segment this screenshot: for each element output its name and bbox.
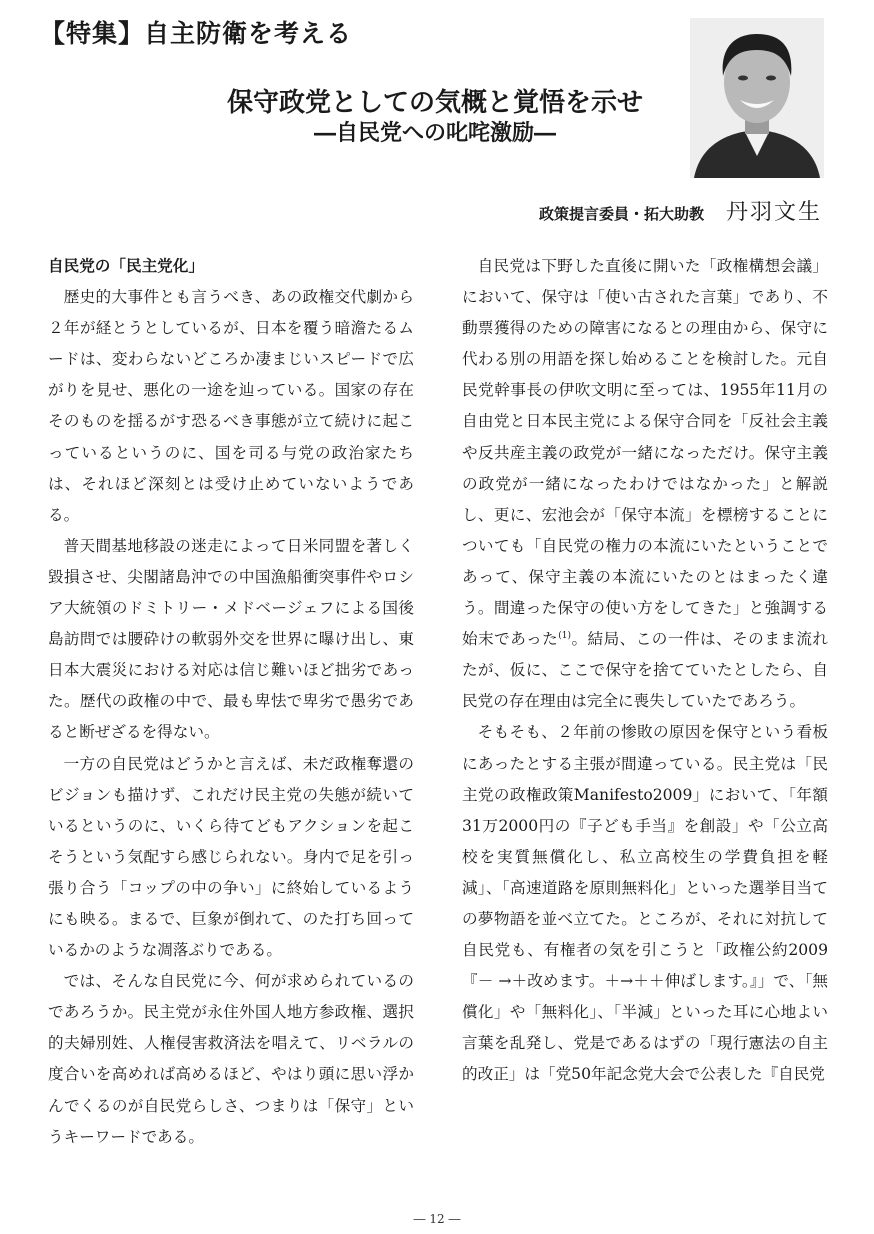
left-column <box>48 251 414 1153</box>
article-subtitle: ―自民党への叱咤激励― <box>313 120 556 146</box>
author-name: 丹羽文生 <box>725 200 822 225</box>
body-text: 。結局、この一件は、そのまま流れたが、仮に、ここで保守を捨てていたとしたら、自民党の存在理由は完全に喪失していたであろう。 <box>462 630 828 711</box>
body-paragraph <box>462 251 828 717</box>
body-paragraph: そもそも、２年前の惨敗の原因を保守という看板にあったとする主張が間違っている。民主党は「民主党の政権政策Manifesto2009」において、「年額31万2000円の『子ども手当』を創設」や「公立高校を実質無償化し、私立高校生の学費負担を軽減」、「高速道路を原則無料化」といった選挙目当ての夢物語を並べ立てた。ところが、それに対抗して自民党も、有権者の気を引こうと「政権公約2009『－ →＋改めます。＋→＋＋伸ばします。』」で、「無償化」や「無料化」、「半減」といった耳に心地よい言葉を乱発し、党是であるはずの「現行憲法の自主的改正」は「党50年記念党大会で公表した『自民党 <box>462 723 828 1084</box>
author-affiliation: 政策提言委員・拓大助教 <box>538 205 704 223</box>
body-text: 自民党は下野した直後に開いた「政権構想会議」において、保守は「使い古された言葉」であり、不動票獲得のための障害になるとの理由から、保守に代わる別の用語を探し始めることを検討した。元自民党幹事長の伊吹文明に至っては、1955年11月の自由党と日本民主党による保守合同を「反社会主義や反共産主義の政党が一緒になっただけ。保守主義の政党が一緒になったわけではなかった」と解説し、更に、宏池会が「保守本流」を標榜することについても「自民党の権力の本流にいたということであって、保守主義の本流にいたのとはまったく違う。間違った保守の使い方をしてきた」と強調する始末であった <box>462 257 828 649</box>
page-number: ― 12 ― <box>413 1212 461 1226</box>
footnote-reference[interactable]: (1) <box>558 630 571 641</box>
body-paragraph: では、そんな自民党に今、何が求められているのであろうか。民主党が永住外国人地方参政権、選択的夫婦別姓、人権侵害救済法を唱えて、リベラルの度合いを高めれば高めるほど、やはり頭に思い浮かんでくるのが自民党らしさ、つまりは「保守」というキーワードである。 <box>48 972 414 1146</box>
right-column <box>462 251 828 1091</box>
body-paragraph: 歴史的大事件とも言うべき、あの政権交代劇から２年が経とうとしているが、日本を覆う暗澹たるムードは、変わらないどころか凄まじいスピードで広がりを見せ、悪化の一途を辿っている。国家の存在そのものを揺るがす恐るべき事態が立て続けに起こっているというのに、国を司る与党の政治家たちは、それほど深刻とは受け止めていないようである。 <box>48 288 414 524</box>
feature-label: 【特集】自主防衛を考える <box>40 19 353 48</box>
body-paragraph: 普天間基地移設の迷走によって日米同盟を著しく毀損させ、尖閣諸島沖での中国漁船衝突事件やロシア大統領のドミトリー・メドベージェフによる国後島訪問では腰砕けの軟弱外交を世界に曝け出し、東日本大震災における対応は信じ難いほど拙劣であった。歴代の政権の中で、最も卑怯で卑劣で愚劣であると断ぜざるを得ない。 <box>48 536 414 742</box>
section-heading: 自民党の「民主党化」 <box>48 257 204 275</box>
body-paragraph: 一方の自民党はどうかと言えば、未だ政権奪還のビジョンも描けず、これだけ民主党の失態が続いているというのに、いくら待てどもアクションを起こそうという気配すら感じられない。身内で足を引っ張り合う「コップの中の争い」に終始しているようにも映る。まるで、巨象が倒れて、のた打ち回っているかのような凋落ぶりである。 <box>48 754 414 960</box>
byline <box>539 195 822 226</box>
article-title: 保守政党としての気概と覚悟を示せ <box>226 88 643 118</box>
author-photo <box>690 18 824 178</box>
